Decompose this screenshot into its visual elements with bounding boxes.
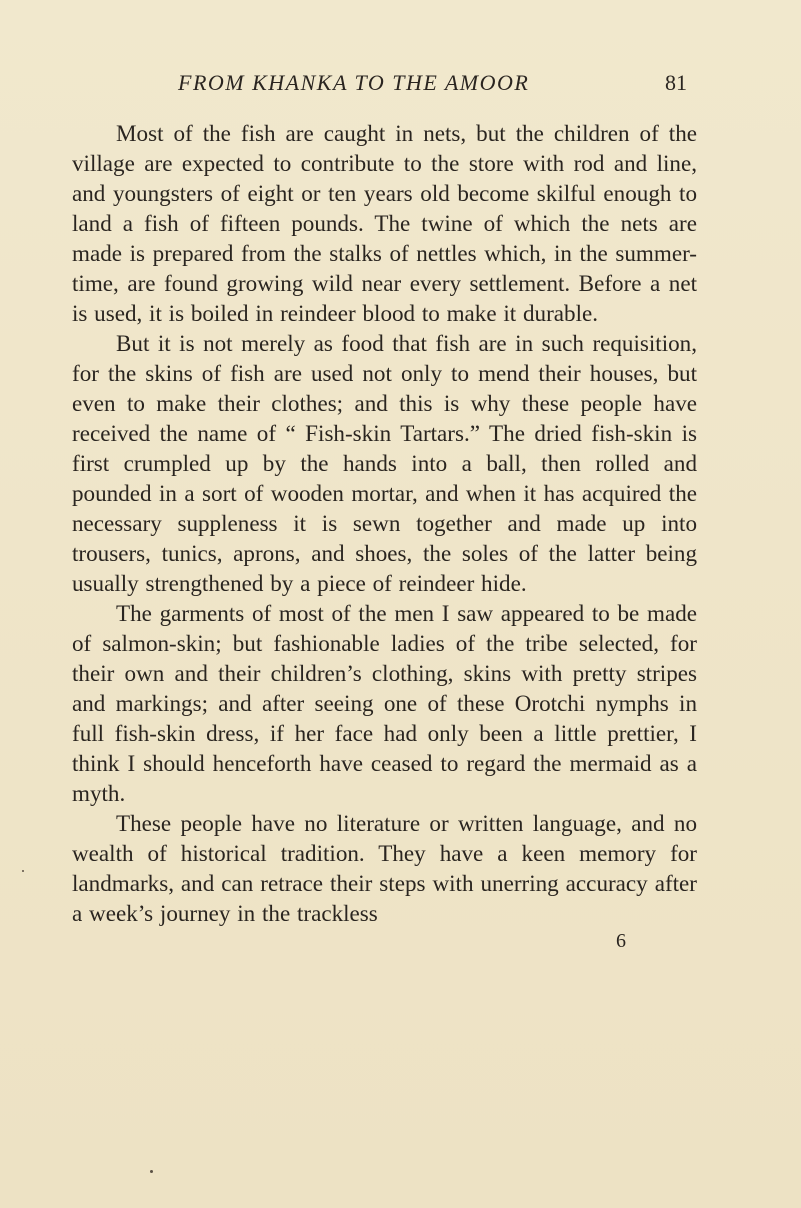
paragraph-1: Most of the fish are caught in nets, but the children of the village are expected to contribute to the store with rod and line, and youngsters of eight or ten years old become skilful enough to land a fish of fifteen pounds. The twine of which the nets are made is prepared from the stalks of nettles which, in the summer-time, are found growing wild near every settlement. Before a net is used, it is boiled in reindeer blood to make it durable. — [72, 120, 697, 326]
paragraph-4: These people have no literature or written language, and no wealth of historical tradition. They have a keen memory for landmarks, and can retrace their steps with unerring accuracy after a week’s journey in the trackless — [72, 810, 697, 926]
running-title: FROM KHANKA TO THE AMOOR — [178, 70, 530, 95]
signature-mark: 6 — [616, 930, 626, 952]
paragraph-3: The garments of most of the men I saw appeared to be made of salmon-skin; but fashionable ladies of the tribe selected, for their own and their children’s clothing, skins with pretty stripes and markings; and after seeing one of these Orotchi nymphs in full fish-skin dress, if her face had only been a little prettier, I think I should henceforth have ceased to regard the mermaid as a myth. — [72, 600, 697, 806]
page-number: 81 — [665, 70, 687, 95]
print-speck — [150, 1170, 153, 1173]
page-body — [72, 118, 697, 928]
print-speck — [22, 870, 24, 872]
paragraph-2: But it is not merely as food that fish are in such requisition, for the skins of fish are used not only to mend their houses, but even to make their clothes; and this is why these people have received the name of “ Fish-skin Tartars.” The dried fish-skin is first crumpled up by the hands into a ball, then rolled and pounded in a sort of wooden mortar, and when it has acquired the necessary suppleness it is sewn together and made up into trousers, tunics, aprons, and shoes, the soles of the latter being usually strengthened by a piece of reindeer hide. — [72, 330, 697, 596]
